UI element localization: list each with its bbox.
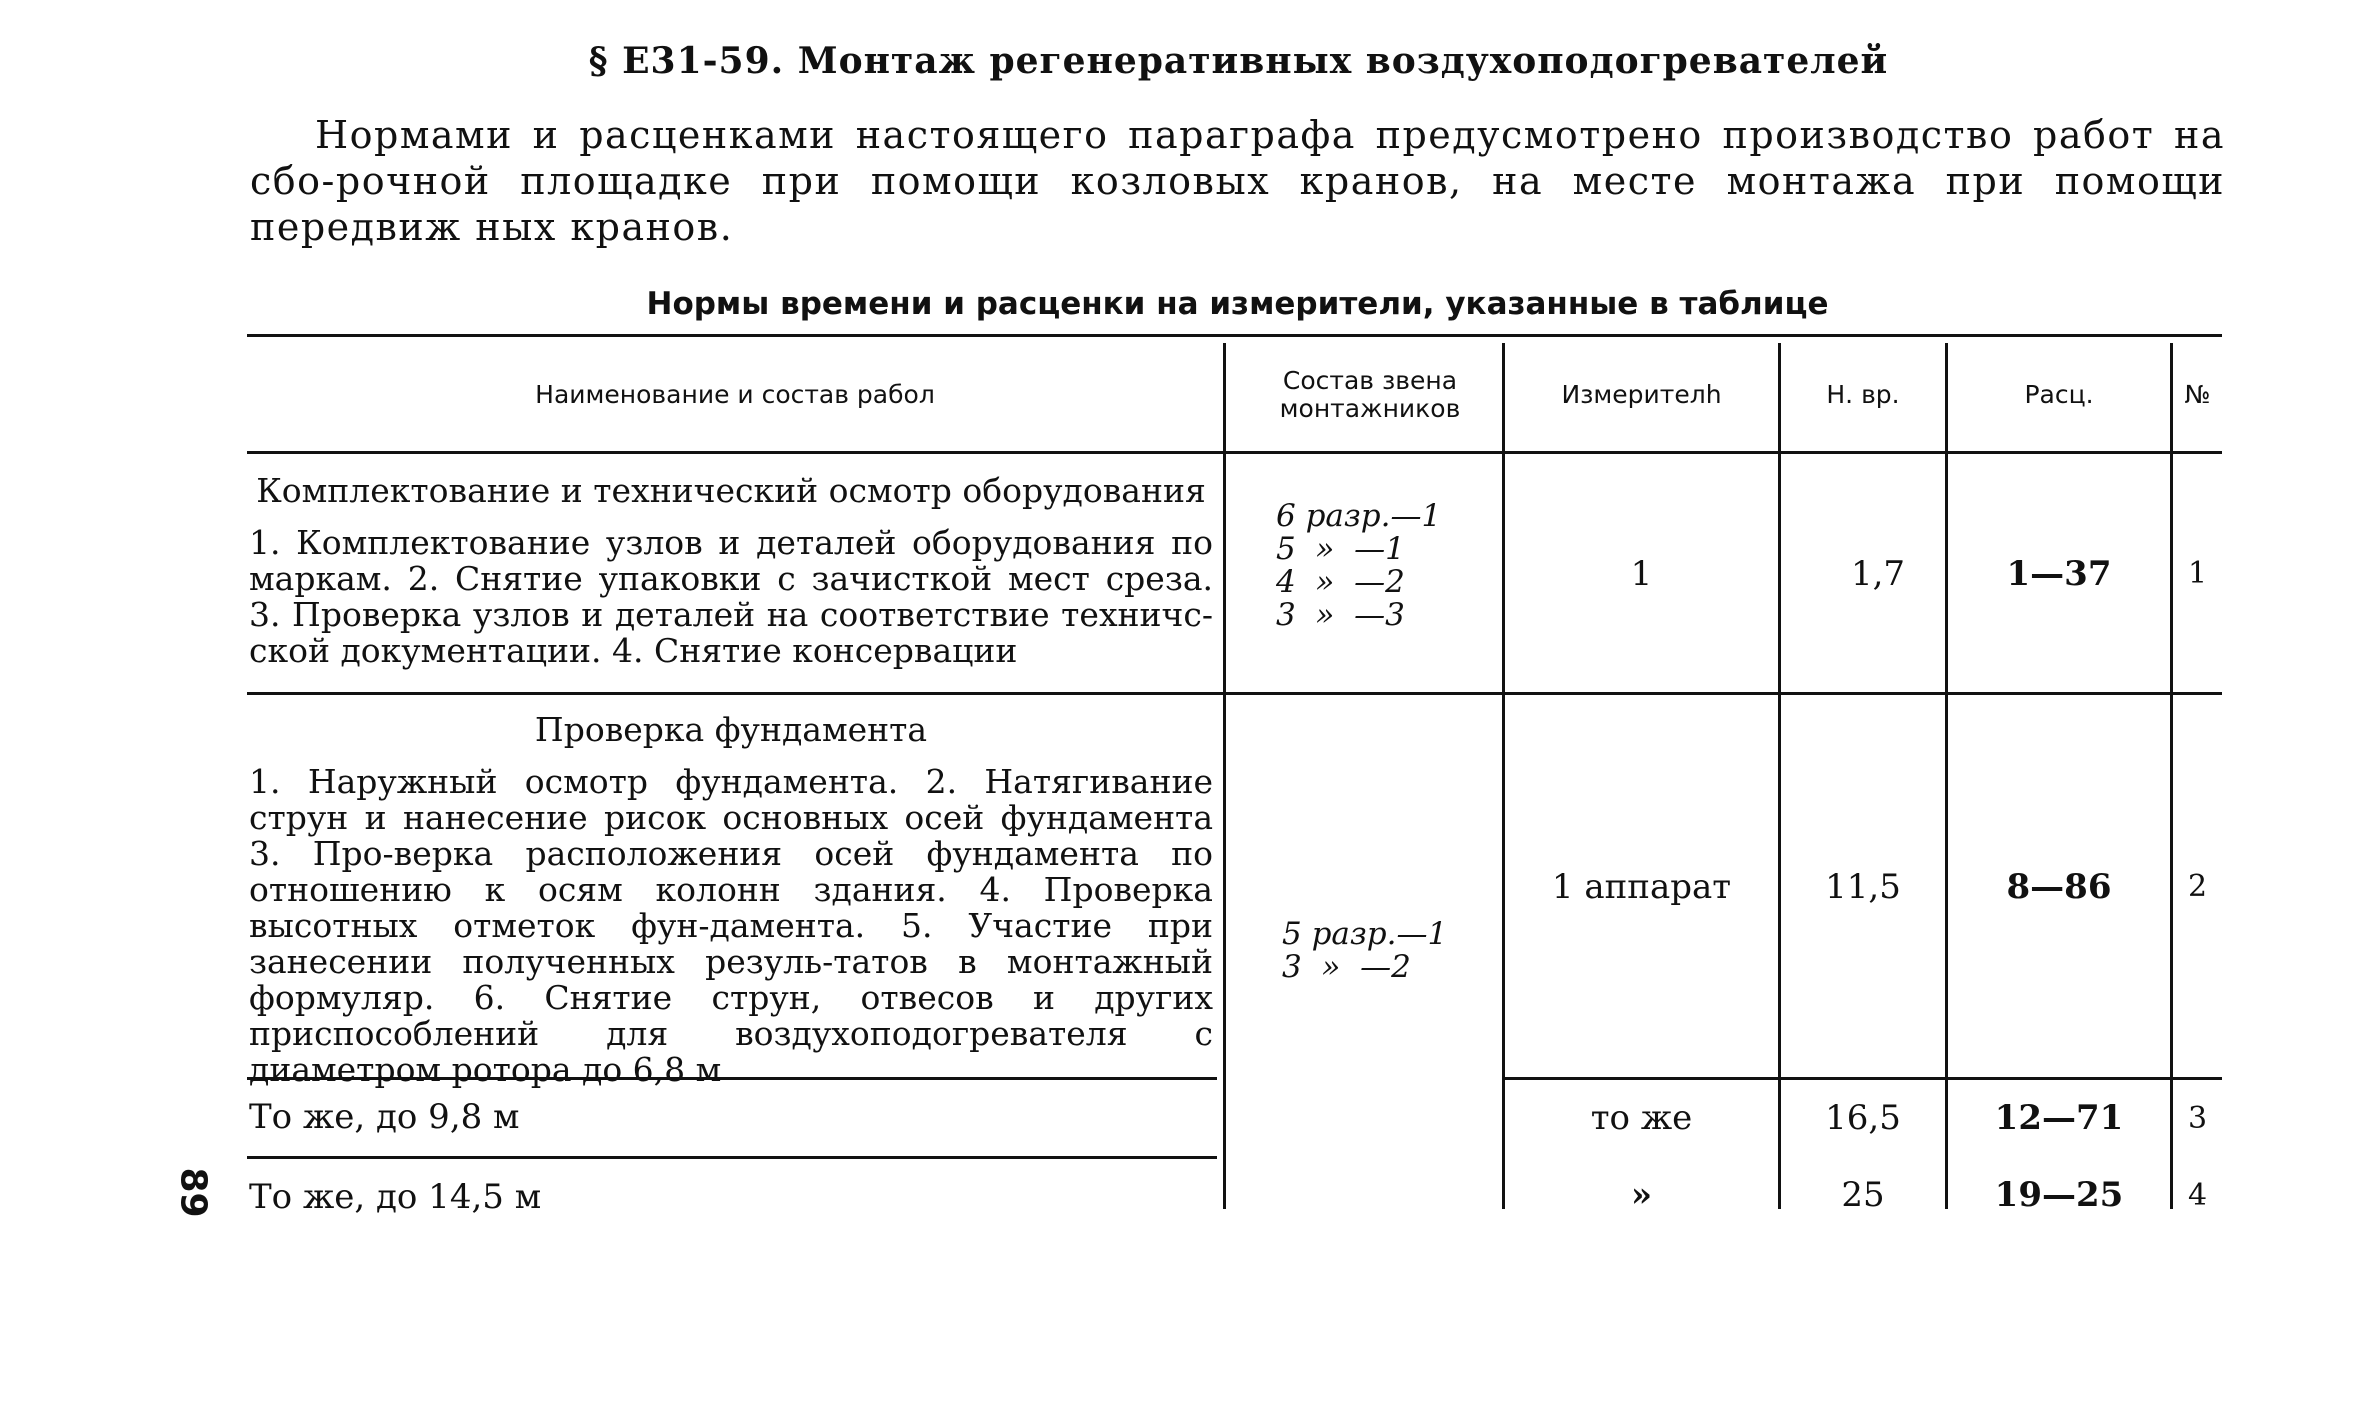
row1-time: 1,7	[1850, 553, 1906, 594]
row3-number: 3	[2187, 1100, 2208, 1136]
row3-bottom-rule	[247, 1156, 1217, 1159]
row2-time: 11,5	[1825, 866, 1901, 907]
row2-rate: 8—86	[2006, 866, 2112, 907]
row1-brigade: 6 разр.—1 5 » —1 4 » —2 3 » —3	[1276, 498, 1442, 633]
section-heading: § Е31-59. Монтаж регенеративных воздухоподогревателей	[588, 40, 1889, 82]
row4-time: 25	[1841, 1175, 1885, 1215]
row3-rate: 12—71	[1994, 1098, 2124, 1138]
header-unit: Измерителh	[1561, 379, 1722, 409]
row3-time: 16,5	[1825, 1098, 1901, 1138]
row3-unit: то же	[1590, 1098, 1693, 1138]
row3-work: То же, до 9,8 м	[249, 1097, 520, 1137]
table-caption: Нормы времени и расценки на измерители, указанные в таблице	[646, 286, 1829, 322]
col-divider-1	[1223, 343, 1226, 1209]
row4-rate: 19—25	[1994, 1175, 2124, 1215]
row2-number: 2	[2187, 869, 2208, 904]
header-bottom-rule	[247, 451, 2222, 454]
row2-brigade: 5 разр.—1 3 » —2	[1282, 916, 1448, 985]
row4-work: То же, до 14,5 м	[249, 1177, 542, 1217]
row2-title: Проверка фундамента	[534, 710, 928, 749]
header-work-name: Наименование и состав рабол	[535, 379, 935, 409]
row1-rate: 1—37	[2006, 553, 2112, 594]
row2-description: 1. Наружный осмотр фундамента. 2. Натягивание струн и нанесение рисок основных осей фундамента 3. Про-верка расположения осей фундамента по отношению к осям колонн здания. 4. Проверка высотных отметок фун-дамента. 5. Участие при занесении полученных резуль-татов в монтажный формуляр. 6. Снятие струн, отвесов и других приспособлений для воздухоподогревателя с диаметром ротора до 6,8 м	[249, 762, 1213, 1089]
row1-bottom-rule	[247, 692, 2222, 695]
header-brigade: Состав звена монтажников	[1279, 365, 1461, 423]
row1-title: Комплектование и технический осмотр оборудования	[256, 471, 1206, 510]
row4-unit: »	[1630, 1175, 1653, 1215]
row1-description: 1. Комплектование узлов и деталей оборудования по маркам. 2. Снятие упаковки с зачисткой мест среза. 3. Проверка узлов и деталей на соответствие техничс-ской документации. 4. Снятие консервации	[249, 523, 1213, 670]
row2-work	[249, 712, 1213, 1088]
row1-unit: 1	[1630, 553, 1653, 594]
row2-unit: 1 аппарат	[1551, 866, 1732, 907]
row4-number: 4	[2187, 1177, 2208, 1213]
intro-text: Нормами и расценками настоящего параграфа предусмотрено производство работ на сбо-рочной площадке при помощи козловых кранов, на месте монтажа при помощи передвиж ных кранов.	[250, 113, 2225, 249]
table-top-rule	[247, 334, 2222, 337]
row1-work	[249, 473, 1213, 669]
header-number: №	[2184, 379, 2211, 409]
header-time-norm: Н. вр.	[1826, 379, 1900, 409]
page-number: 89	[172, 1167, 214, 1218]
header-rate: Расц.	[2024, 379, 2094, 409]
row1-number: 1	[2187, 556, 2208, 591]
